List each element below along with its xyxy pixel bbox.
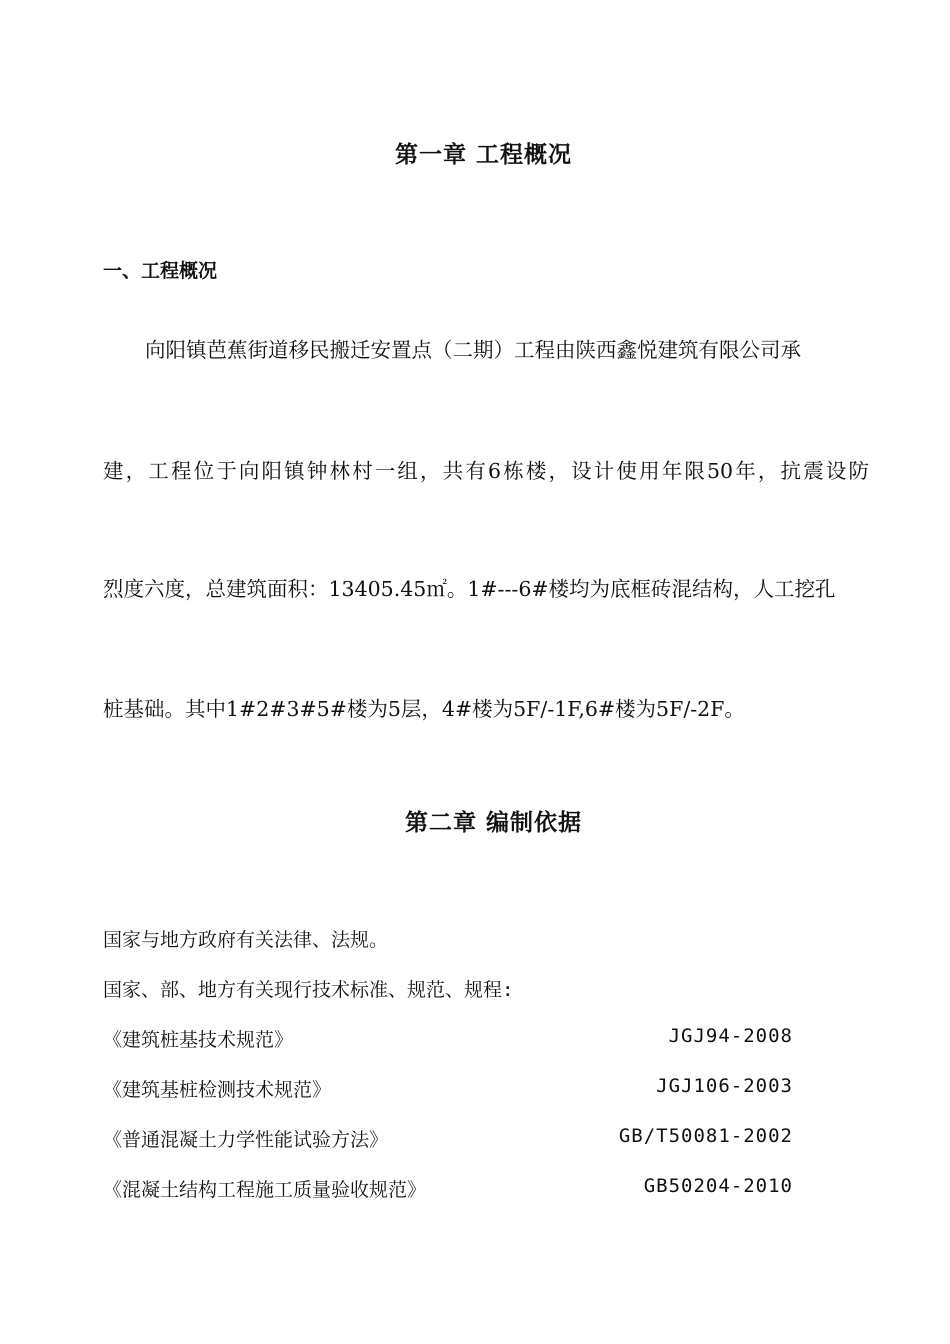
standard-name: 《建筑基桩检测技术规范》 bbox=[103, 1079, 332, 1101]
standard-name: 《混凝土结构工程施工质量验收规范》 bbox=[103, 1179, 427, 1201]
standard-row bbox=[103, 1125, 793, 1152]
paragraph-line-2: 建，工程位于向阳镇钟林村一组，共有6栋楼，设计使用年限50年，抗震设防 bbox=[103, 459, 869, 483]
standard-row bbox=[103, 1025, 793, 1052]
chapter-2-title: 第二章 编制依据 bbox=[405, 810, 583, 836]
basis-line-laws: 国家与地方政府有关法律、法规。 bbox=[103, 929, 389, 951]
standard-name: 《建筑桩基技术规范》 bbox=[103, 1029, 294, 1051]
standard-code: JGJ106-2003 bbox=[656, 1075, 793, 1097]
chapter-1-title: 第一章 工程概况 bbox=[395, 142, 573, 168]
basis-line-standards: 国家、部、地方有关现行技术标准、规范、规程: bbox=[103, 979, 514, 1001]
standard-row bbox=[103, 1075, 793, 1102]
standard-code: GB50204-2010 bbox=[643, 1175, 793, 1197]
standard-code: GB/T50081-2002 bbox=[618, 1125, 793, 1147]
paragraph-line-1: 向阳镇芭蕉街道移民搬迁安置点（二期）工程由陕西鑫悦建筑有限公司承 bbox=[145, 338, 801, 362]
section-heading: 一、工程概况 bbox=[103, 260, 218, 282]
standard-row bbox=[103, 1175, 793, 1202]
standard-code: JGJ94-2008 bbox=[668, 1025, 793, 1047]
standard-name: 《普通混凝土力学性能试验方法》 bbox=[103, 1129, 389, 1151]
paragraph-line-4: 桩基础。其中1#2#3#5#楼为5层，4#楼为5F/-1F,6#楼为5F/-2F。 bbox=[103, 697, 745, 721]
paragraph-line-3: 烈度六度，总建筑面积：13405.45㎡。1#---6#楼均为底框砖混结构，人工挖孔 bbox=[103, 577, 836, 601]
